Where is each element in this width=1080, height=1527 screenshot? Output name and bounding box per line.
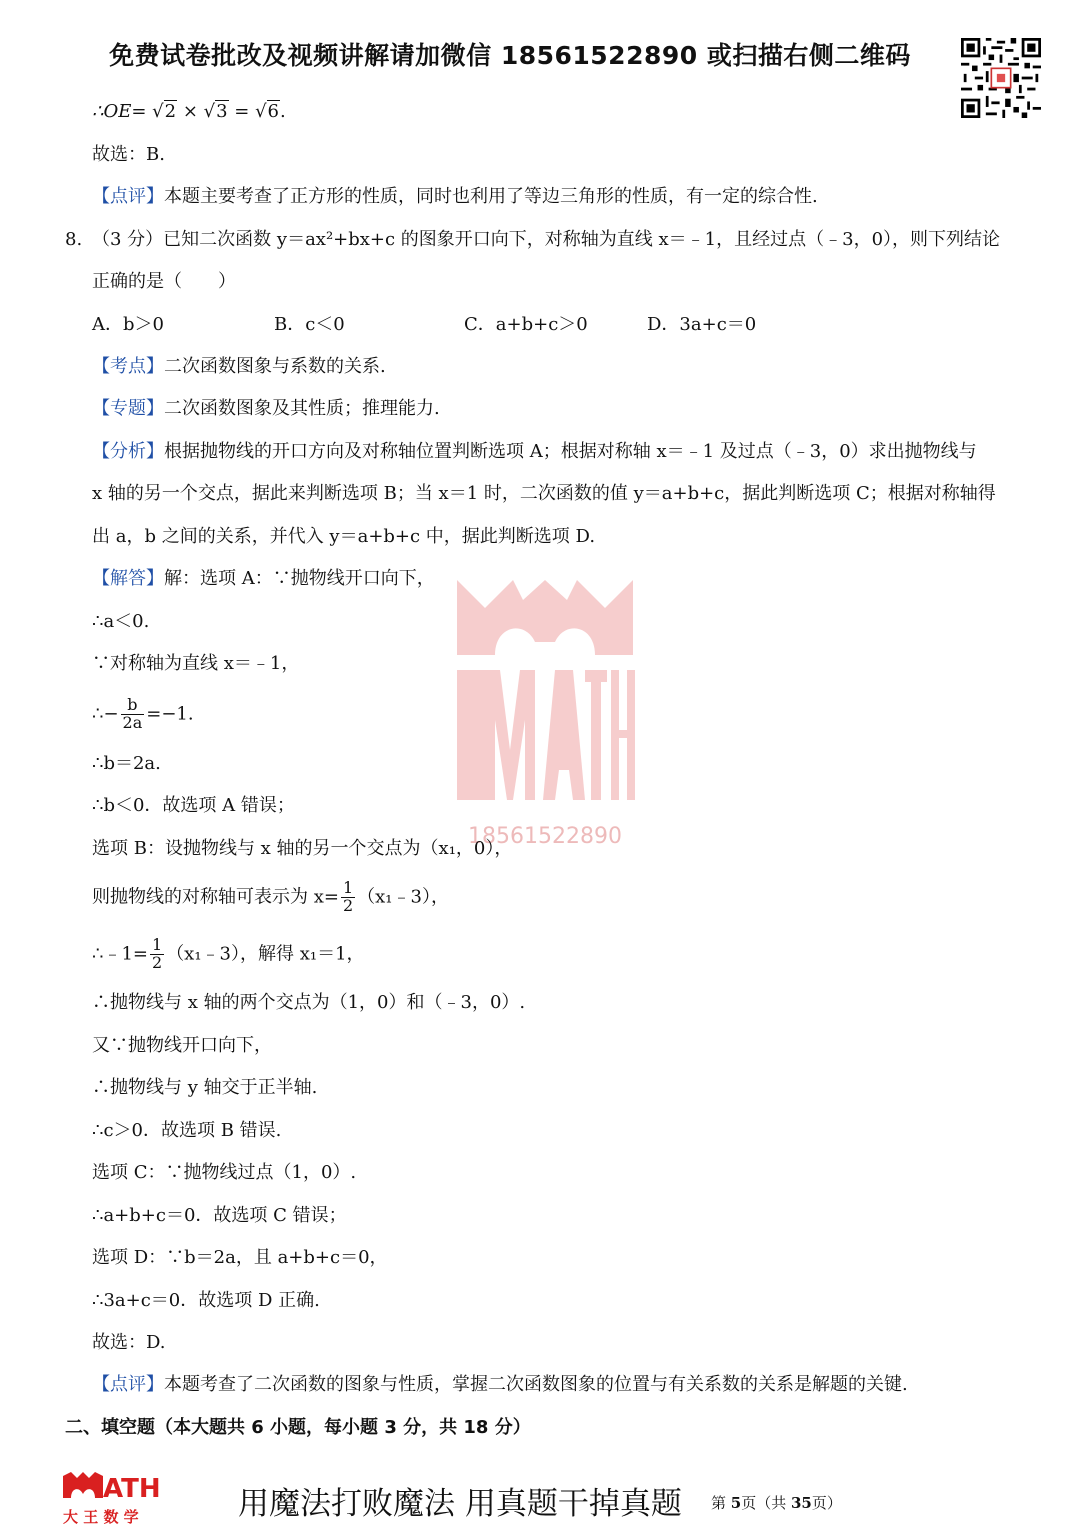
fraction-denominator: 2 [342,895,354,915]
page-current: 5 [730,1494,742,1512]
jieda-line1 [92,570,435,588]
step-13: 选项 C：∵抛物线过点（1，0）. [92,1162,357,1183]
watermark-phone: 18561522890 [468,824,622,849]
step-4: ∴b＝2a. [92,753,161,774]
step-8-suffix: （x₁﹣3），解得 x₁＝1， [166,943,365,965]
fraction-numerator: 1 [342,878,354,897]
math-watermark-logo [455,580,635,820]
comment1 [92,188,818,206]
qr-code-icon[interactable] [961,38,1041,118]
step-7 [92,880,449,915]
step-6: 选项 B：设抛物线与 x 轴的另一个交点为（x₁，0）， [92,838,513,859]
page-mid: 页（共 [741,1494,791,1512]
fraction-denominator: 2 [152,952,163,972]
zhuanti-text: 二次函数图象及其性质；推理能力. [164,398,440,419]
section-heading: 二、填空题（本大题共 6 小题，每小题 3 分，共 18 分） [65,1417,531,1438]
kaodian-text: 二次函数图象与系数的关系. [164,356,386,377]
page-total: 35 [791,1494,812,1512]
jieda-tag: 【解答】 [92,568,164,589]
option-c: C．a+b+c＞0 [464,314,588,335]
step-7-prefix: 则抛物线的对称轴可表示为 x= [92,886,339,908]
page-suffix: 页） [811,1494,842,1512]
zhuanti-tag: 【专题】 [92,398,164,419]
comment2-text: 本题考查了二次函数的图象与性质，掌握二次函数图象的位置与有关系数的关系是解题的关键. [164,1374,908,1395]
math-logo-icon [63,1472,163,1526]
fraction-denominator: 2a [122,712,143,732]
step-12: ∴c＞0．故选项 B 错误. [92,1120,282,1141]
fraction-numerator: 1 [152,935,163,954]
option-b: B．c＜0 [274,314,345,335]
step-15: 选项 D：∵b＝2a，且 a+b+c＝0， [92,1247,388,1268]
step-7-suffix: （x₁﹣3）， [357,886,449,908]
kaodian [92,358,386,376]
step-17: 故选：D. [92,1332,166,1353]
step-9: ∴抛物线与 x 轴的两个交点为（1，0）和（﹣3，0）. [92,992,526,1013]
fenxi-tag: 【分析】 [92,441,164,462]
step-1: ∴a＜0. [92,611,150,632]
step-3-suffix: =−1. [146,703,194,725]
step-14: ∴a+b+c＝0．故选项 C 错误； [92,1205,347,1226]
choose-b: 故选：B. [92,144,165,165]
comment2-tag: 【点评】 [92,1374,164,1395]
sqrt-6: 6 [267,101,279,122]
option-d: D．3a+c＝0 [647,314,757,335]
logo-top-text: ATH [103,1474,161,1504]
page-prefix: 第 [711,1494,731,1512]
oe-prefix: ∴OE= [92,101,147,122]
logo-bottom-text: 大 王 数 学 [63,1508,139,1526]
oe-equation: ∴OE= √2 × √3 = √6. [92,101,286,122]
step-10: 又∵抛物线开口向下， [92,1035,272,1056]
question-stem-line1: （3 分）已知二次函数 y＝ax²+bx+c 的图象开口向下，对称轴为直线 x＝﹣1，且经过点（﹣3，0），则下列结论 [92,229,1001,250]
step-3 [92,697,194,732]
comment2 [92,1376,908,1394]
question-number: 8. [65,229,83,250]
kaodian-tag: 【考点】 [92,356,164,377]
fenxi-line3: 出 a，b 之间的关系，并代入 y＝a+b+c 中，据此判断选项 D. [92,526,596,547]
step-2: ∵对称轴为直线 x＝﹣1， [92,653,300,674]
fraction-numerator: b [121,697,145,715]
footer-slogan: 用魔法打败魔法 用真题干掉真题 [238,1486,682,1522]
step-11: ∴抛物线与 y 轴交于正半轴. [92,1077,318,1098]
fraction-one-half [150,937,164,972]
sqrt-2: 2 [164,101,177,122]
comment1-tag: 【点评】 [92,186,164,207]
step-3-prefix: ∴− [92,703,119,725]
jieda-text1: 解：选项 A：∵抛物线开口向下， [164,568,435,589]
fenxi-line1 [92,443,977,461]
fraction-one-half [341,880,355,915]
fenxi-text1: 根据抛物线的开口方向及对称轴位置判断选项 A；根据对称轴 x＝﹣1 及过点（﹣3，0）求出抛物线与 [164,441,977,462]
header-title: 免费试卷批改及视频讲解请加微信 18561522890 或扫描右侧二维码 [109,41,911,70]
page-header [0,36,1080,72]
comment1-text: 本题主要考查了正方形的性质，同时也利用了等边三角形的性质，有一定的综合性. [164,186,818,207]
page-number [711,1492,842,1513]
step-8 [92,937,365,972]
fraction-b-over-2a [121,697,145,732]
step-8-prefix: ∴﹣1= [92,943,148,965]
step-5: ∴b＜0．故选项 A 错误； [92,795,295,816]
sqrt-3: 3 [216,101,228,122]
option-a: A．b＞0 [92,314,164,335]
fenxi-line2: x 轴的另一个交点，据此来判断选项 B；当 x＝1 时，二次函数的值 y＝a+b+c，据此判断选项 C；根据对称轴得 [92,483,996,504]
question-stem-line2: 正确的是（ ） [92,271,236,292]
step-16: ∴3a+c＝0．故选项 D 正确. [92,1290,320,1311]
zhuanti [92,400,440,418]
